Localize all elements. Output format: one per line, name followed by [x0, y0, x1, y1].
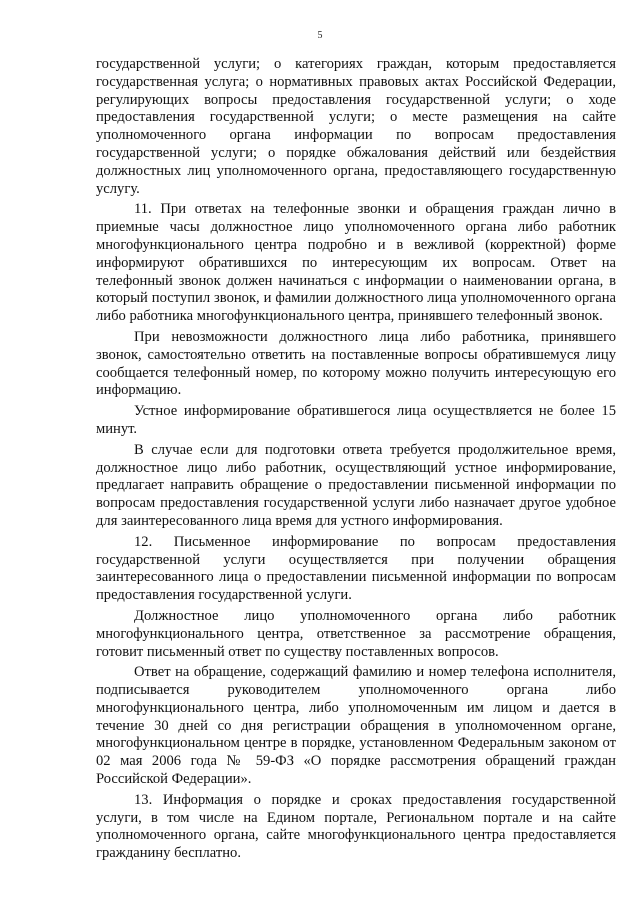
paragraph-11-long-answer: В случае если для подготовки ответа требуется продолжительное время, должностное лицо либо работник, осуществляющий устное информирование, предлагает направить обращение о предоставлении письменной информации по вопросам предоставления государственной услуги либо назначает другое удобное для заинтересованного лица время для устного информирования. [96, 441, 616, 529]
page-number: 5 [317, 30, 323, 41]
paragraph-11: 11. При ответах на телефонные звонки и обращения граждан лично в приемные часы должностное лицо уполномоченного органа либо работник многофункционального центра подробно и в вежливой (корректной) форме информируют обратившихся по интересующим их вопросам. Ответ на телефонный звонок должен начинаться с информации о наименовании органа, в который поступил звонок, и фамилии должностного лица уполномоченного органа либо работника многофункционального центра, принявшего телефонный звонок. [96, 201, 616, 325]
paragraph-13: 13. Информация о порядке и сроках предоставления государственной услуги, в том числе на Едином портале, Региональном портале и на сайте уполномоченного органа, сайте многофункционального центра предоставляется гражданину бесплатно. [96, 791, 616, 862]
paragraph-11-duration: Устное информирование обратившегося лица осуществляется не более 15 минут. [96, 403, 616, 437]
paragraph-continued: государственной услуги; о категориях граждан, которым предоставляется государственная услуга; о нормативных правовых актах Российской Федерации, регулирующих вопросы предоставления государственной услуги; о ходе предоставления государственной услуги; о месте размещения на сайте уполномоченного органа информации по вопросам предоставления государственной услуги; о порядке обжалования действий или бездействия должностных лиц уполномоченного органа, предоставляющего государственную услугу. [96, 56, 616, 197]
paragraph-12: 12. Письменное информирование по вопросам предоставления государственной услуги осуществляется при получении обращения заинтересованного лица о предоставлении письменной информации по вопросам предоставления государственной услуги. [96, 533, 616, 604]
paragraph-11-phone-unavailable: При невозможности должностного лица либо работника, принявшего звонок, самостоятельно ответить на поставленные вопросы обратившемуся лицу сообщается телефонный номер, по которому можно получить интересующую его информацию. [96, 328, 616, 399]
paragraph-12-response: Ответ на обращение, содержащий фамилию и номер телефона исполнителя, подписывается руководителем уполномоченного органа либо многофункционального центра, либо уполномоченным им лицом и дается в течение 30 дней со дня регистрации обращения в уполномоченном органе, многофункциональном центре в порядке, установленном Федеральным законом от 02 мая 2006 года № 59-ФЗ «О порядке рассмотрения обращений граждан Российской Федерации». [96, 664, 616, 788]
document-body [96, 56, 616, 863]
paragraph-12-responsible: Должностное лицо уполномоченного органа либо работник многофункционального центра, ответственное за рассмотрение обращения, готовит письменный ответ по существу поставленных вопросов. [96, 607, 616, 660]
